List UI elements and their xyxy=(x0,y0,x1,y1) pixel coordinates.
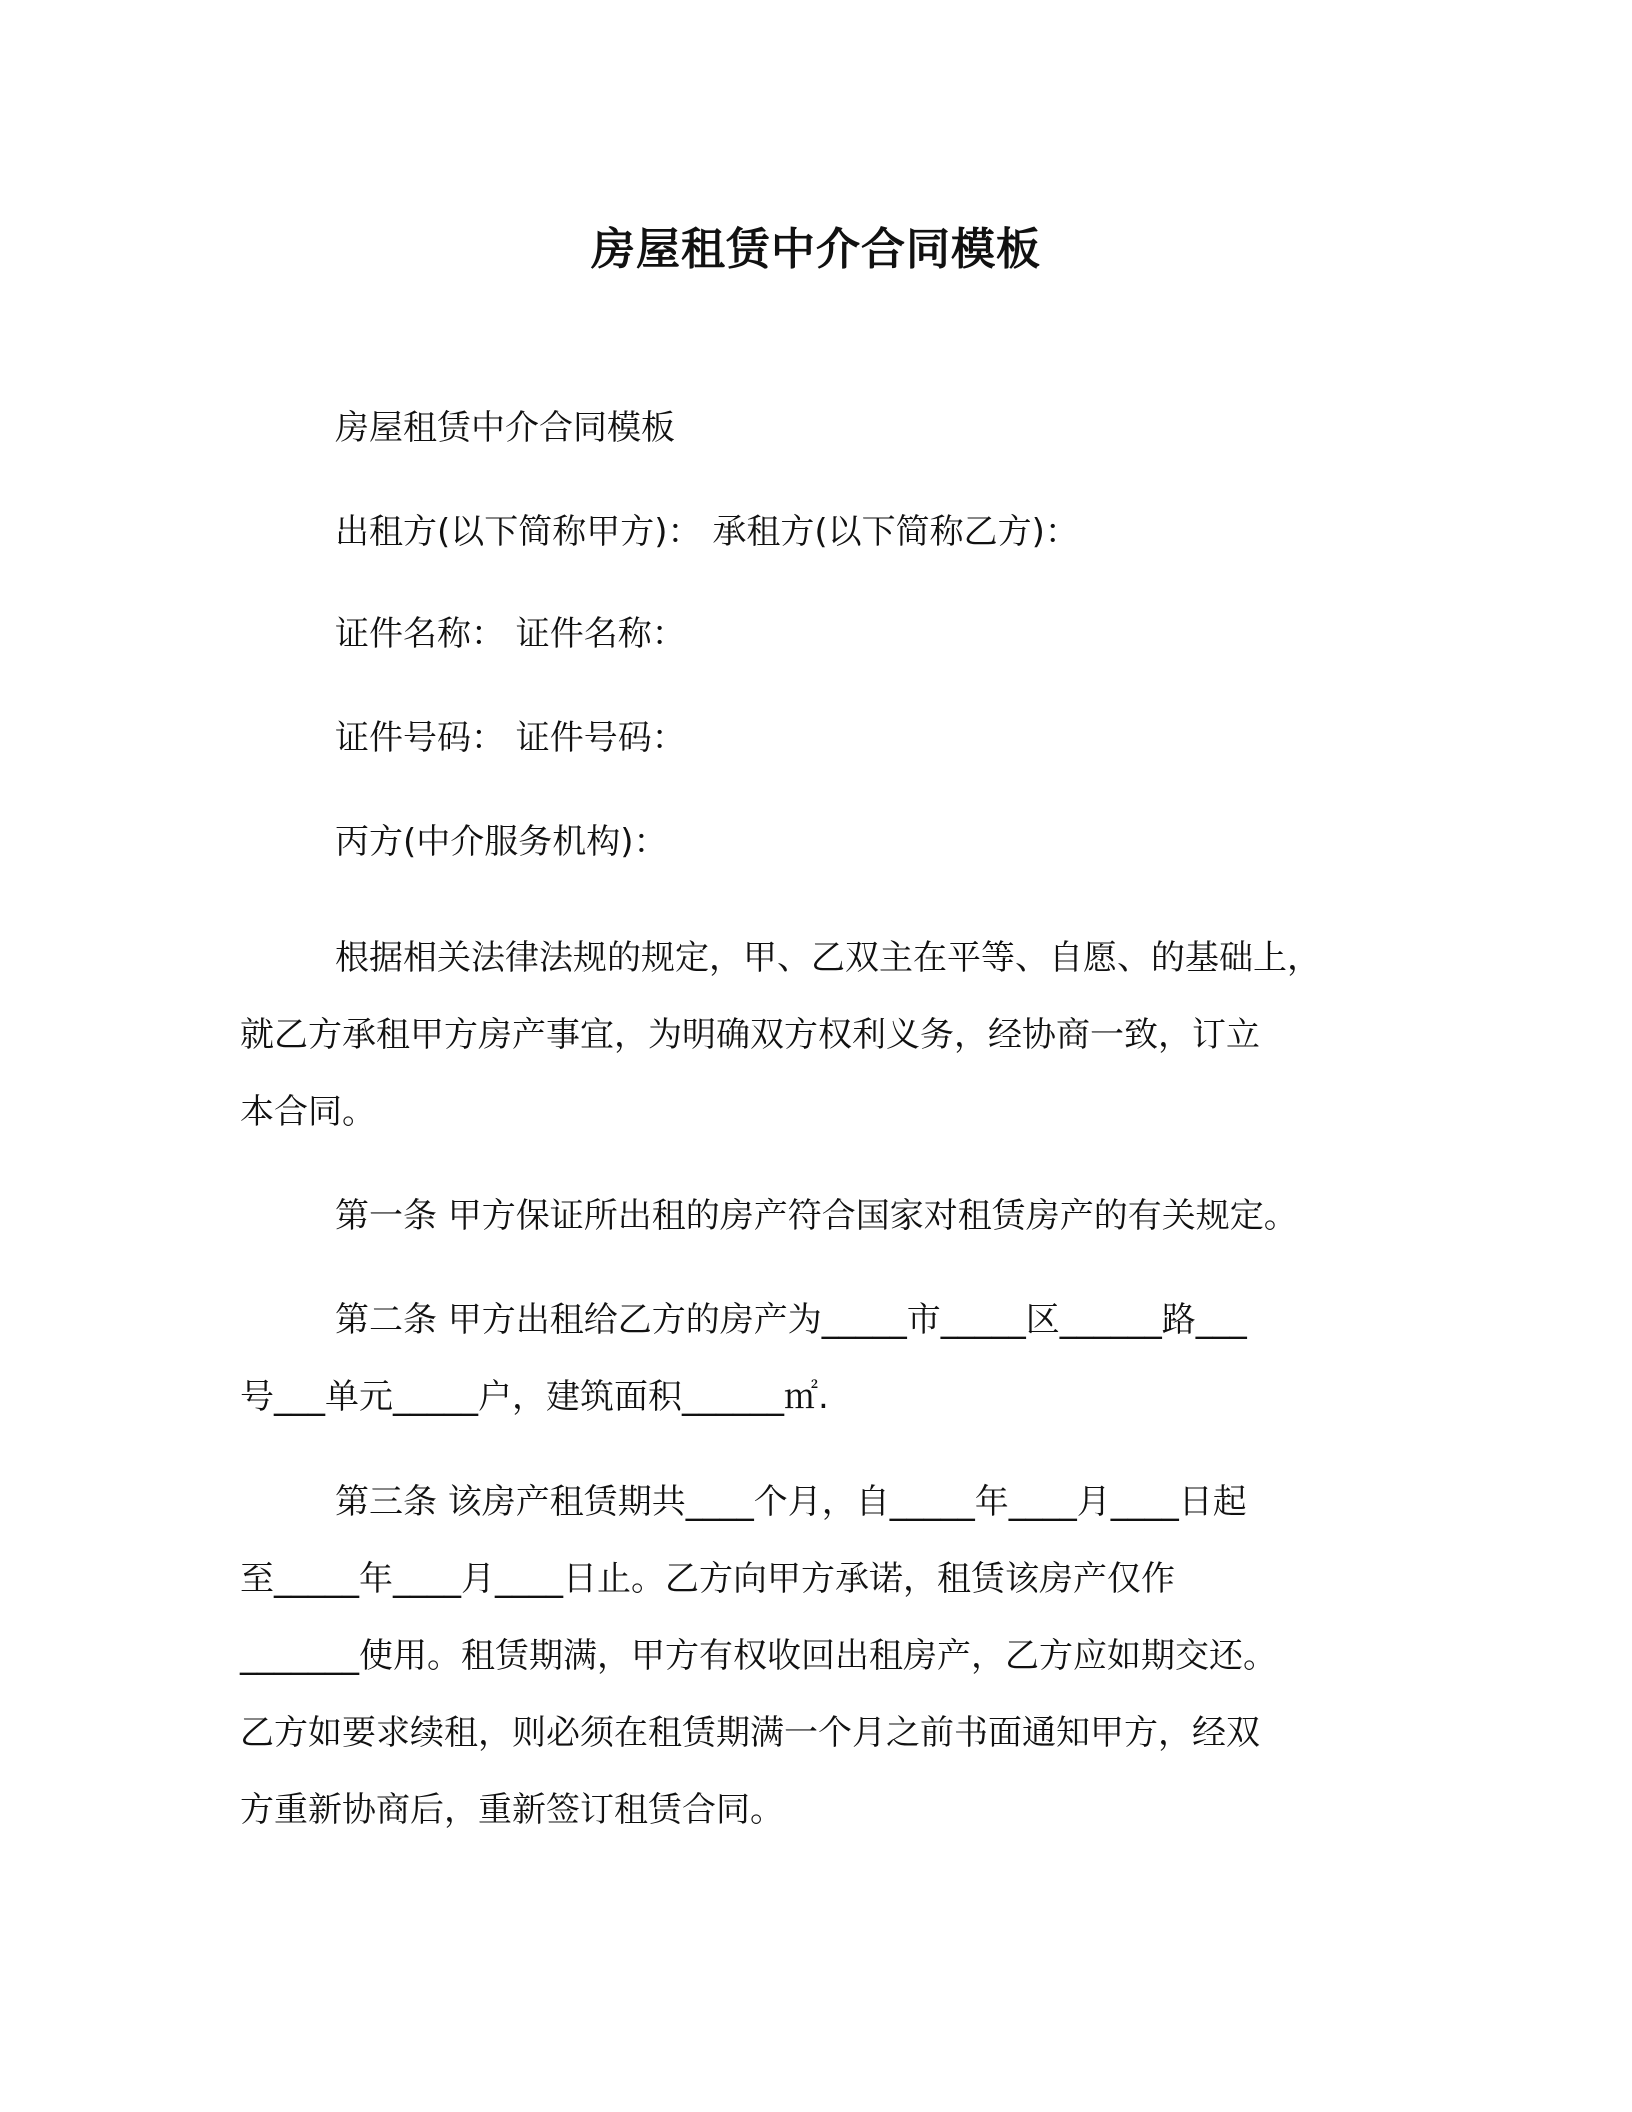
paragraph-line: 本合同。 xyxy=(240,1092,376,1132)
id-name-line: 证件名称： 证件名称： xyxy=(335,614,686,654)
article-2-line: 号___单元_____户，建筑面积______㎡. xyxy=(240,1377,829,1417)
subtitle-line: 房屋租赁中介合同模板 xyxy=(335,408,675,448)
article-3-line: _______使用。租赁期满，甲方有权收回出租房产，乙方应如期交还。 xyxy=(240,1636,1277,1676)
article-1-line: 第一条 甲方保证所出租的房产符合国家对租赁房产的有关规定。 xyxy=(335,1196,1298,1236)
paragraph-line: 根据相关法律法规的规定，甲、乙双主在平等、自愿、的基础上， xyxy=(335,938,1321,978)
agency-line: 丙方(中介服务机构)： xyxy=(335,822,668,862)
paragraph-line: 就乙方承租甲方房产事宜，为明确双方权利义务，经协商一致，订立 xyxy=(240,1015,1260,1055)
article-2-line: 第二条 甲方出租给乙方的房产为_____市_____区______路___ xyxy=(335,1300,1247,1340)
id-number-line: 证件号码： 证件号码： xyxy=(335,718,686,758)
article-3-line: 方重新协商后，重新签订租赁合同。 xyxy=(240,1790,784,1830)
article-3-line: 乙方如要求续租，则必须在租赁期满一个月之前书面通知甲方，经双 xyxy=(240,1713,1260,1753)
article-3-line: 至_____年____月____日止。乙方向甲方承诺，租赁该房产仅作 xyxy=(240,1559,1175,1599)
page-title: 房屋租赁中介合同模板 xyxy=(591,224,1041,275)
parties-line: 出租方(以下简称甲方)： 承租方(以下简称乙方)： xyxy=(335,512,1079,552)
article-3-line: 第三条 该房产租赁期共____个月，自_____年____月____日起 xyxy=(335,1482,1247,1522)
